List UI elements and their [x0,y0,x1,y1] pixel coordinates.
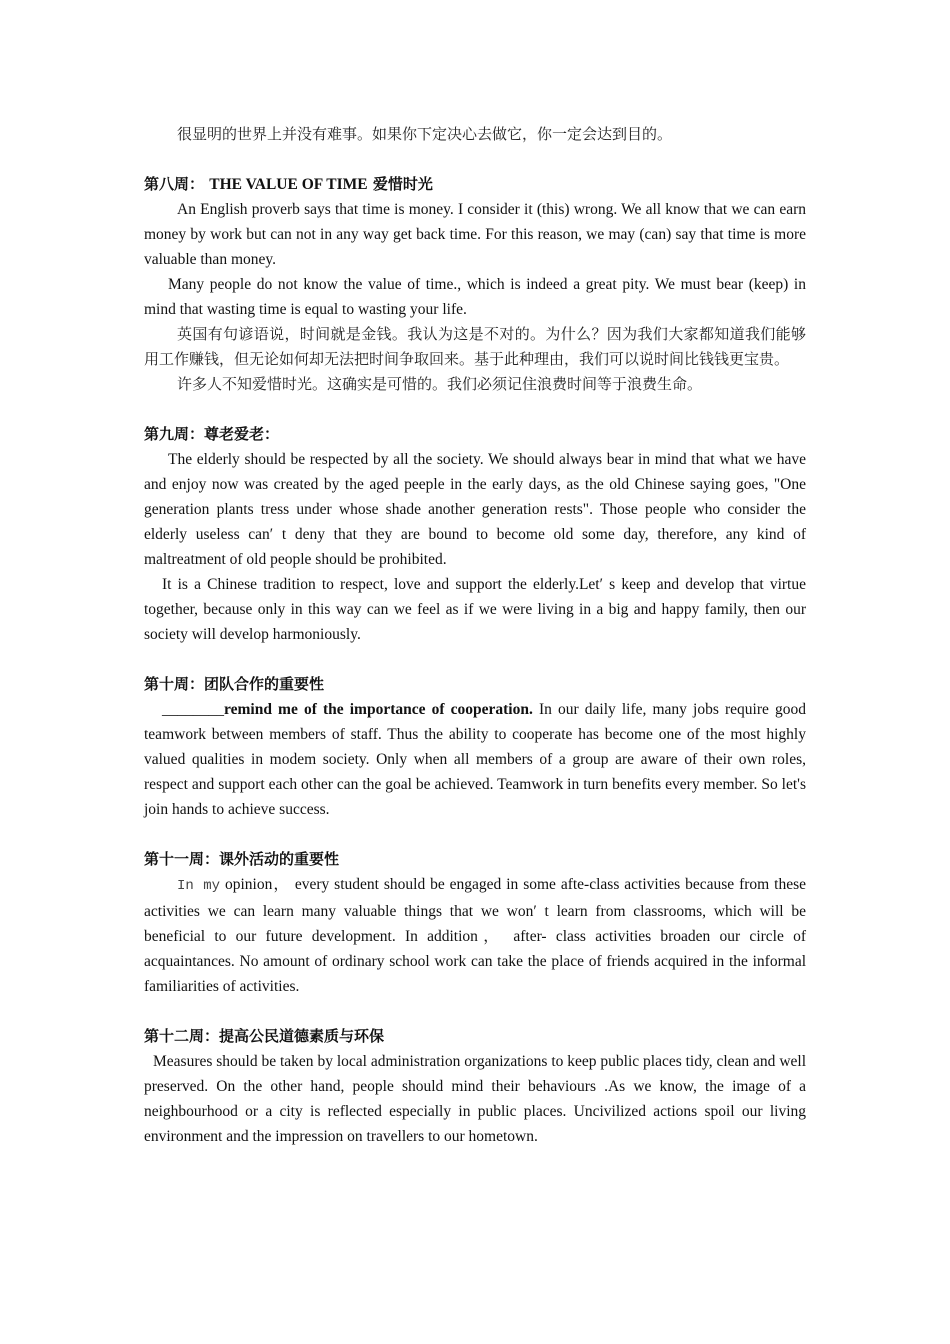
week8-paragraph-3: 英国有句谚语说，时间就是金钱。我认为这是不对的。为什么？因为我们大家都知道我们能够用工作赚钱，但无论如何却无法把时间争取回来。基于此种理由，我们可以说时间比钱钱更宝贵。 [144,325,806,368]
week8-paragraph-1: An English proverb says that time is money. I consider it (this) wrong. We all know that we can earn money by work but can not in any way get back time. For this reason, we may (can) say that time is more valuable than money. [144,201,806,268]
intro-paragraph: 很显明的世界上并没有难事。如果你下定决心去做它，你一定会达到目的。 [177,125,673,143]
week9-heading: 第九周：尊老爱老： [144,425,280,443]
week11-paragraph [144,872,806,999]
week8-heading-cn2: 爱惜时光 [372,175,433,193]
week8-heading-en: THE VALUE OF TIME [209,176,368,193]
week8-paragraph-2: Many people do not know the value of time., which is indeed a great pity. We must bear (keep) in mind that wasting time is equal to wasting your life. [144,276,806,318]
week10-paragraph [144,697,806,822]
week11-heading: 第十一周：课外活动的重要性 [144,850,340,868]
week10-heading: 第十周：团队合作的重要性 [144,675,325,693]
week8-heading-cn: 第八周： [144,175,205,193]
week9-paragraph-2: It is a Chinese tradition to respect, love and support the elderly.Let′ s keep and develop that virtue together, because only in this way can we feel as if we were living in a big and happy family, then our society will develop harmoniously. [144,576,806,643]
week9-paragraph-1: The elderly should be respected by all the society. We should always bear in mind that what we have and enjoy now was created by the aged peeple in the early days, as the old Chinese saying goes, "One generation plants tress under whose shade another generation rests". Those people who consider the elderly useless can′ t deny that they are bound to become old some day, therefore, any kind of maltreatment of old people should be prohibited. [144,451,806,568]
week11-lead: In my [177,878,221,894]
week8-paragraph-4: 许多人不知爱惜时光。这确实是可惜的。我们必须记住浪费时间等于浪费生命。 [177,375,703,393]
week10-text: In our daily life, many jobs require good teamwork between members of staff. Thus the ability to cooperate has become one of the most highly valued qualities in modem society. Only when all members of a group are aware of their own roles, respect and support each other can the goal be achieved. Teamwork in turn benefits every member. So let's join hands to achieve success. [144,701,806,818]
week12-heading: 第十二周：提高公民道德素质与环保 [144,1027,385,1045]
week8-heading [144,172,806,197]
document-body [144,122,806,1149]
week10-bold-lead: remind me of the importance of cooperation. [224,701,533,718]
week10-blank: ________ [162,701,224,718]
week11-text: opinion， every student should be engaged in some afte-class activities because from these activities we can learn many valuable things that we won′ t learn from classrooms, which will be beneficial to our future development. In addition， after- class activities broaden our circle of acquaintances. No amount of ordinary school work can take the place of friends acquired in the informal familiarities of activities. [144,876,806,995]
week12-paragraph: Measures should be taken by local administration organizations to keep public places tidy, clean and well preserved. On the other hand, people should mind their behaviours .As we know, the image of a neighbourhood or a city is reflected especially in public places. Uncivilized actions spoil our living environment and the impression on travellers to our hometown. [144,1053,806,1145]
